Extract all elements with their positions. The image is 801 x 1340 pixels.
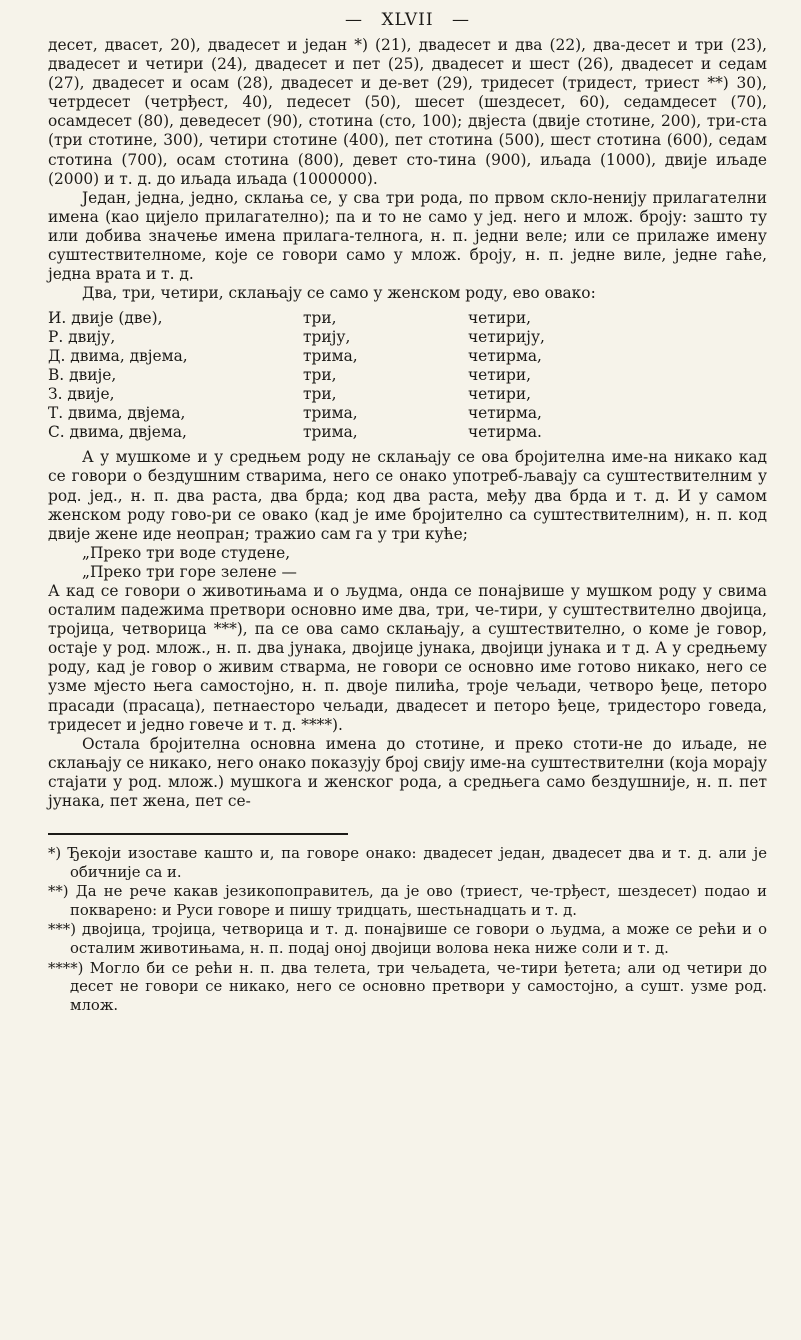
declension-cell: три, [303, 309, 337, 328]
declension-cell: четирма, [468, 404, 542, 423]
verse-line: „Преко три горе зелене — [82, 562, 297, 581]
page-header [48, 10, 767, 30]
declension-cell: четири, [468, 366, 532, 385]
declension-cell: четири, [468, 385, 532, 404]
declension-cell: три, [303, 366, 337, 385]
declension-cell: четирију, [468, 328, 545, 347]
declension-cell: трима, [303, 404, 358, 423]
paragraph-masculine-neuter: А у мушкоме и у средњем роду не склањају се ова бројителна име-на никако кад се говори о бездушним стварима, него се онако употреб-љавају са суштествителним у род. јед., н. п. два раста, два брда; код два раста, међу два брда и т. д. И у самом женском роду гово-ри се овако (кад је име бројително са суштествителним), н. п. код двије жене иде неопран; тражио сам га у три куће; [48, 448, 767, 543]
declension-cell: Д. двима, двјема, [48, 347, 188, 366]
paragraph-numerals-list: десет, двасет, 20), двадесет и један *) (21), двадесет и два (22), два-десет и три (23), двадесет и четири (24), двадесет и пет (25), двадесет и шест (26), двадесет и седам (27), двадесет и осам (28), двадесет и де-вет (29), тридесет (тридест, триест **) 30), четрдесет (четрђест, 40), педесет (50), шесет (шездесет, 60), седамдесет (70), осамдесет (80), деведесет (90), стотина (сто, 100); двјеста (двије стотине, 200), три-ста (три стотине, 300), четири стотине (400), пет стотина (500), шест стотина (600), седам стотина (700), осам стотина (800), девет сто-тина (900), иљада (1000), двије иљаде (2000) и т. д. до иљада иљада (1000000). [48, 36, 767, 188]
paragraph-dva-tri-cetiri: Два, три, четири, склањају се само у женском роду, ево овако: [82, 284, 596, 303]
declension-column-dvije [48, 309, 303, 442]
declension-cell: Т. двима, двјема, [48, 404, 186, 423]
declension-column-cetiri [468, 309, 658, 442]
verse-line: „Преко три воде студене, [82, 543, 291, 562]
footnote: **) Да не рече какав језикопоправитељ, да је ово (триест, че-трђест, шездесет) подао и покварено: и Руси говоре и пишу тридцать, шестьнадцать и т. д. [48, 883, 767, 919]
declension-cell: Р. двију, [48, 328, 116, 347]
header-dash-right: — [451, 10, 470, 30]
paragraph-other-numerals: Остала бројителна основна имена до стотине, и преко стоти-не до иљаде, не склањају се никако, него онако показују број свију име-на суштествителни (која морају стајати у род. млож.) мушкога и женског рода, а средњега само бездушније, н. п. пет јунака, пет жена, пет се- [48, 734, 767, 810]
declension-cell: три, [303, 385, 337, 404]
declension-cell: В. двије, [48, 366, 117, 385]
declension-table [48, 309, 767, 442]
footnote-rule [48, 833, 348, 835]
paragraph-animate: А кад се говори о животињама и о људма, онда се понајвише у мушком роду у свима осталим падежима претвори основно име два, три, че-тири, у суштествително двојица, тројица, четворица ***), па се ова само склањају, а суштествително, о коме је говор, остаје у род. млож., н. п. два јунака, двојице јунака, двојици јунака и т д. А у средњему роду, кад је говор о живим стварма, не говори се основно име готово никако, него се узме мјесто њега самостојно, н. п. двоје пилића, троје чељади, четворо ђеце, петоро прасади (прасаца), петнаесторо чељади, двадесет и петоро ђеце, тридесторо говеда, тридесет и једно говече и т. д. ****). [48, 581, 767, 734]
declension-cell: С. двима, двјема, [48, 423, 187, 442]
footnote: ***) двојица, тројица, четворица и т. д. понајвише се говори о људма, а може се рећи и о осталим животињама, н. п. подај оној двојици волова нека ниже соли и т. д. [48, 921, 767, 958]
footnote: *) Ђекоји изоставе кашто и, па говоре онако: двадесет један, двадесет два и т. д. али је обичније са и. [48, 845, 767, 881]
page-number: XLVII [381, 10, 434, 30]
declension-cell: четирма. [468, 423, 542, 442]
footnotes [48, 845, 767, 1015]
declension-column-tri [303, 309, 468, 442]
declension-cell: трима, [303, 347, 358, 366]
paragraph-jedan: Један, једна, једно, склања се, у сва три рода, по првом скло-ненију прилагателни имена (као цијело прилагателно); па и то не само у јед. него и млож. броју: зашто ту или добива значење имена прилага-телнога, н. п. једни веле; или се прилаже имену суштествителноме, које се говори само у млож. броју, н. п. једне виле, једне гаће, једна врата и т. д. [48, 188, 767, 284]
declension-cell: З. двије, [48, 385, 115, 404]
main-text [48, 36, 767, 811]
declension-cell: трима, [303, 423, 358, 442]
declension-cell: четири, [468, 309, 532, 328]
footnote: ****) Могло би се рећи н. п. два телета, три чељадета, че-тири ђетета; али од четири до десет не говори се никако, него се основно претвори у самостојно, а сушт. узме род. млож. [48, 959, 767, 1014]
declension-cell: трију, [303, 328, 351, 347]
header-dash-left: — [345, 10, 364, 30]
declension-cell: И. двије (две), [48, 309, 163, 328]
declension-cell: четирма, [468, 347, 542, 366]
